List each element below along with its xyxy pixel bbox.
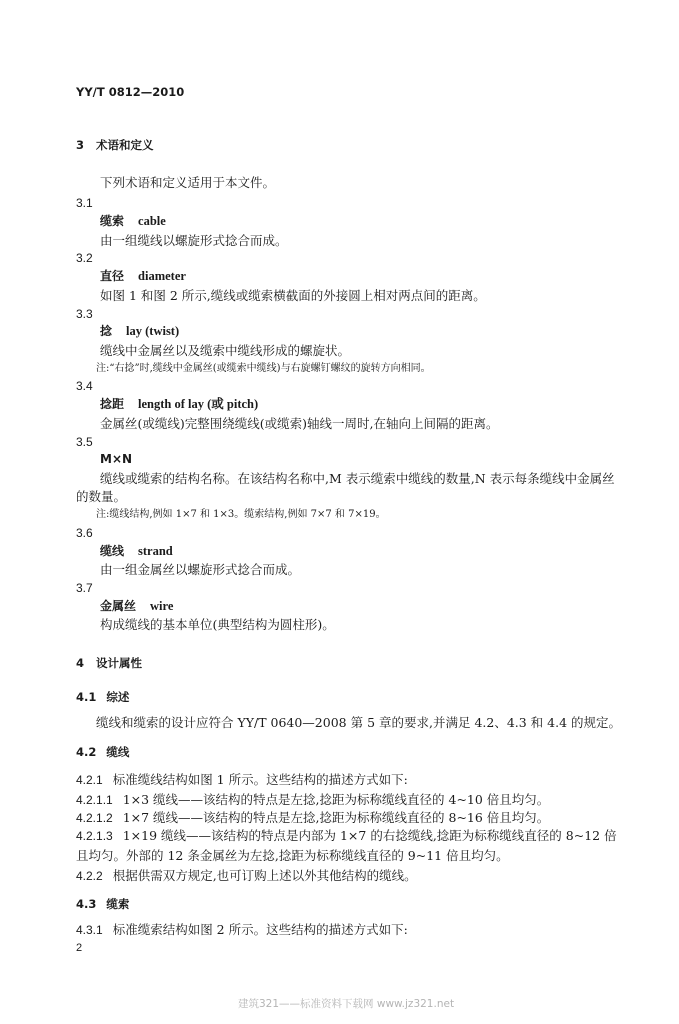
term-number: 3.1 xyxy=(76,196,93,210)
term-zh: 捻 xyxy=(100,324,113,338)
term-heading xyxy=(100,268,186,284)
clause-text: 标准缆线结构如图 1 所示。这些结构的描述方式如下: xyxy=(112,772,408,787)
section-4-heading xyxy=(76,655,142,671)
term-en: length of lay (或 pitch) xyxy=(138,397,259,411)
clause-number: 4.3.1 xyxy=(76,923,103,937)
term-heading xyxy=(100,323,179,339)
term-en: diameter xyxy=(138,269,186,283)
term-number: 3.6 xyxy=(76,526,93,540)
subsection-number: 4.1 xyxy=(76,690,97,704)
subsection-4-2-heading xyxy=(76,744,129,760)
section-4-number: 4 xyxy=(76,656,85,670)
subsection-4-1-text: 缆线和缆索的设计应符合 YY/T 0640—2008 第 5 章的要求,并满足 4.2、4.3 和 4.4 的规定。 xyxy=(96,715,622,730)
clause-text: 1×3 缆线——该结构的特点是左捻,捻距为标称缆线直径的 4~10 倍且均匀。 xyxy=(122,792,550,807)
term-number: 3.5 xyxy=(76,435,93,449)
clause-number: 4.2.2 xyxy=(76,869,103,883)
term-zh: M×N xyxy=(100,452,133,466)
subsection-number: 4.2 xyxy=(76,745,97,759)
subsection-number: 4.3 xyxy=(76,897,97,911)
term-heading xyxy=(100,451,132,467)
term-definition: 构成缆线的基本单位(典型结构为圆柱形)。 xyxy=(100,617,335,632)
clause-number: 4.2.1.3 xyxy=(76,829,113,843)
clause-text: 1×19 缆线——该结构的特点是内部为 1×7 的右捻缆线,捻距为标称缆线直径的 8~12 倍 xyxy=(122,828,617,843)
clause-number: 4.2.1.1 xyxy=(76,793,113,807)
term-heading xyxy=(100,543,173,559)
section-3-intro: 下列术语和定义适用于本文件。 xyxy=(100,175,276,190)
term-definition: 金属丝(或缆线)完整围绕缆线(或缆索)轴线一周时,在轴向上间隔的距离。 xyxy=(100,416,499,431)
section-3-number: 3 xyxy=(76,138,85,152)
term-heading xyxy=(100,396,258,412)
clause-line xyxy=(76,828,617,844)
subsection-4-3-heading xyxy=(76,896,129,912)
term-number: 3.2 xyxy=(76,251,93,265)
clause-line xyxy=(76,868,417,884)
clause-text: 1×7 缆线——该结构的特点是左捻,捻距为标称缆线直径的 8~16 倍且均匀。 xyxy=(122,810,550,825)
subsection-4-1-heading xyxy=(76,689,129,705)
term-note: 注:缆线结构,例如 1×7 和 1×3。缆索结构,例如 7×7 和 7×19。 xyxy=(96,509,386,520)
term-zh: 直径 xyxy=(100,269,125,283)
page-number: 2 xyxy=(76,942,83,954)
term-zh: 捻距 xyxy=(100,397,125,411)
term-zh: 缆索 xyxy=(100,214,125,228)
term-definition: 由一组缆线以螺旋形式捻合而成。 xyxy=(100,233,288,248)
term-note: 注:“右捻”时,缆线中金属丝(或缆索中缆线)与右旋螺钉螺纹的旋转方向相同。 xyxy=(96,363,431,374)
standard-code: YY/T 0812—2010 xyxy=(76,85,185,99)
clause-number: 4.2.1 xyxy=(76,773,103,787)
term-number: 3.3 xyxy=(76,307,93,321)
term-number: 3.7 xyxy=(76,581,93,595)
clause-text: 标准缆索结构如图 2 所示。这些结构的描述方式如下: xyxy=(112,922,408,937)
clause-continuation: 且均匀。外部的 12 条金属丝为左捻,捻距为标称缆线直径的 9~11 倍且均匀。 xyxy=(76,848,509,863)
clause-line xyxy=(76,792,549,808)
term-definition: 由一组金属丝以螺旋形式捻合而成。 xyxy=(100,562,301,577)
clause-line xyxy=(76,810,549,826)
term-definition: 缆线或缆索的结构名称。在该结构名称中,M 表示缆索中缆线的数量,N 表示每条缆线中金属丝 xyxy=(100,471,615,486)
section-4-title: 设计属性 xyxy=(96,656,143,670)
term-zh: 金属丝 xyxy=(100,599,137,613)
section-3-title: 术语和定义 xyxy=(96,138,154,152)
footer-watermark: 建筑321——标准资料下载网 www.jz321.net xyxy=(238,998,455,1010)
clause-line xyxy=(76,922,408,938)
term-en: wire xyxy=(150,599,174,613)
term-definition-continuation: 的数量。 xyxy=(76,489,127,504)
section-3-heading xyxy=(76,137,154,153)
subsection-title: 缆线 xyxy=(106,745,130,759)
term-en: lay (twist) xyxy=(126,324,180,338)
term-number: 3.4 xyxy=(76,379,93,393)
subsection-title: 综述 xyxy=(106,690,130,704)
term-definition: 缆线中金属丝以及缆索中缆线形成的螺旋状。 xyxy=(100,343,351,358)
subsection-title: 缆索 xyxy=(106,897,130,911)
clause-text: 根据供需双方规定,也可订购上述以外其他结构的缆线。 xyxy=(112,868,417,883)
clause-number: 4.2.1.2 xyxy=(76,811,113,825)
term-definition: 如图 1 和图 2 所示,缆线或缆索横截面的外接圆上相对两点间的距离。 xyxy=(100,288,486,303)
term-heading xyxy=(100,213,166,229)
term-en: strand xyxy=(138,544,173,558)
term-en: cable xyxy=(138,214,166,228)
term-heading xyxy=(100,598,173,614)
term-zh: 缆线 xyxy=(100,544,125,558)
clause-line xyxy=(76,772,408,788)
